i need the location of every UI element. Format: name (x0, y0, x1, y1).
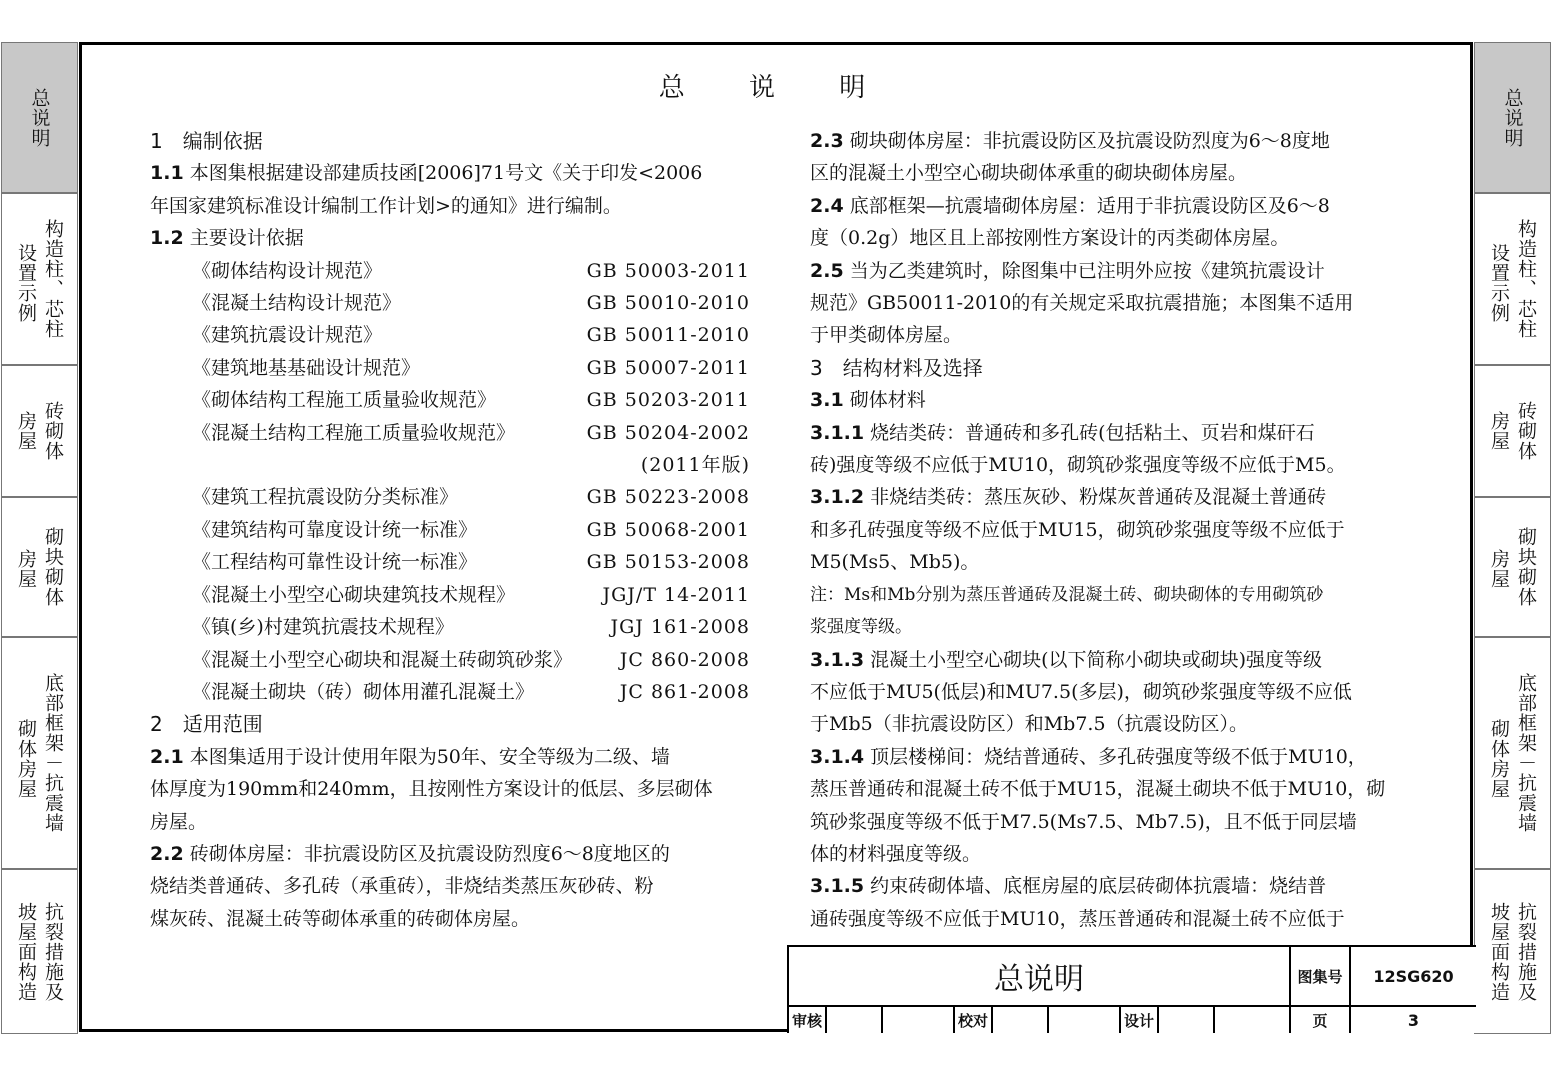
paragraph-line: 度（0.2g）地区且上部按刚性方案设计的丙类砌体房屋。 (810, 227, 1290, 250)
paragraph-line (150, 741, 750, 773)
clause-number: 3.1.1 (810, 421, 865, 444)
standard-code: GB 50003-2011 (586, 259, 750, 282)
tab-roof-left[interactable] (1, 869, 78, 1034)
tab-label: 抗裂措施及 (1515, 901, 1537, 1002)
tab-label: 坡屋面构造 (15, 901, 37, 1002)
design-name-cell (1213, 1005, 1289, 1033)
paragraph-line (150, 222, 750, 254)
paragraph-line (810, 125, 1402, 157)
tab-label: 砌块砌体 (42, 527, 64, 607)
note-line: 注：Ms和Mb分别为蒸压普通砖及混凝土砖、砌块砌体的专用砌筑砂 (810, 584, 1324, 605)
standard-code: (2011年版) (640, 454, 750, 477)
tab-frame-right[interactable] (1474, 637, 1551, 869)
standard-name: 《混凝土结构工程施工质量验收规范》 (192, 421, 516, 444)
review-sign-cell (825, 1005, 881, 1033)
paragraph-text: 本图集根据建设部建质技函[2006]71号文《关于印发<2006 (183, 162, 703, 185)
standard-name: 《砌体结构工程施工质量验收规范》 (192, 389, 497, 412)
paragraph-line: 烧结类普通砖、多孔砖（承重砖），非烧结类蒸压灰砂砖、粉 (150, 875, 654, 898)
standard-name: 《混凝土砌块（砖）砌体用灌孔混凝土》 (192, 680, 535, 703)
standard-row (150, 319, 750, 351)
tab-label: 房屋 (1488, 411, 1510, 451)
tab-label: 底部框架－抗震墙 (1515, 673, 1537, 833)
tab-label: 房屋 (15, 549, 37, 589)
standard-name: 《镇(乡)村建筑抗震技术规程》 (192, 616, 454, 639)
atlas-no-value: 12SG620 (1349, 945, 1476, 1005)
tab-general-left[interactable] (1, 42, 78, 193)
tab-label: 坡屋面构造 (1488, 901, 1510, 1002)
paragraph-text: 当为乙类建筑时，除图集中已注明外应按《建筑抗震设计 (843, 259, 1325, 282)
review-label: 审核 (787, 1005, 825, 1033)
right-column (810, 125, 1402, 935)
tab-label: 设置示例 (1488, 243, 1510, 323)
left-column (150, 125, 750, 935)
tab-label: 房屋 (15, 411, 37, 451)
tab-tiecol-right[interactable] (1474, 193, 1551, 365)
standard-row (150, 449, 750, 481)
tab-label: 设置示例 (15, 243, 37, 323)
paragraph-text: 砌块砌体房屋：非抗震设防区及抗震设防烈度为6～8度地 (843, 130, 1330, 152)
section-heading: 1 编制依据 (150, 129, 263, 153)
design-label: 设计 (1119, 1005, 1157, 1033)
standard-name: 《工程结构可靠性设计统一标准》 (192, 551, 478, 574)
paragraph-line: 通砖强度等级不应低于MU10，蒸压普通砖和混凝土砖不应低于 (810, 907, 1345, 930)
paragraph-line: 体厚度为190mm和240mm，且按刚性方案设计的低层、多层砌体 (150, 778, 713, 801)
clause-number: 3.1.3 (810, 648, 865, 671)
standard-code: GB 50007-2011 (586, 356, 750, 379)
standard-code: GB 50011-2010 (586, 324, 750, 347)
clause-number: 2.5 (810, 259, 844, 282)
check-sign-cell (991, 1005, 1047, 1033)
page-title: 总 说 明 (658, 73, 894, 103)
drawing-name: 总说明 (787, 945, 1289, 1005)
paragraph-text: 混凝土小型空心砌块(以下简称小砌块或砌块)强度等级 (864, 648, 1322, 671)
review-name-cell (881, 1005, 953, 1033)
clause-number: 3.1.2 (810, 486, 865, 509)
paragraph-text: 顶层楼梯间：烧结普通砖、多孔砖强度等级不低于MU10， (864, 745, 1367, 768)
tab-label: 砌块砌体 (1515, 527, 1537, 607)
tab-general-right[interactable] (1474, 42, 1551, 193)
tab-tiecol-left[interactable] (1, 193, 78, 365)
standard-name: 《建筑结构可靠度设计统一标准》 (192, 518, 478, 541)
paragraph-text: 砌体材料 (843, 389, 926, 412)
tab-label: 总说明 (1501, 87, 1524, 148)
paragraph-line: 不应低于MU5(低层)和MU7.5(多层)，砌筑砂浆强度等级不应低 (810, 680, 1352, 703)
standard-row (150, 579, 750, 611)
standard-code: JC 860-2008 (619, 648, 750, 671)
paragraph-line (810, 870, 1402, 902)
standard-row (150, 384, 750, 416)
clause-number: 3.1.4 (810, 745, 865, 768)
standard-row (150, 611, 750, 643)
paragraph-text: 约束砖砌体墙、底框房屋的底层砖砌体抗震墙：烧结普 (864, 875, 1327, 898)
paragraph-line: M5(Ms5、Mb5)。 (810, 551, 980, 574)
tab-label: 构造柱、芯柱 (1515, 219, 1537, 339)
tab-label: 构造柱、芯柱 (42, 219, 64, 339)
standard-code: JC 861-2008 (619, 680, 750, 703)
tab-label: 总说明 (28, 87, 51, 148)
standard-code: GB 50068-2001 (586, 518, 750, 541)
tab-block-right[interactable] (1474, 497, 1551, 637)
clause-number: 1.1 (150, 162, 184, 185)
paragraph-text: 砖砌体房屋：非抗震设防区及抗震设防烈度6～8度地区的 (183, 842, 670, 865)
paragraph-line: 蒸压普通砖和混凝土砖不低于MU15，混凝土砌块不低于MU10，砌 (810, 778, 1386, 801)
standard-row (150, 352, 750, 384)
clause-number: 2.2 (150, 842, 184, 865)
standard-name: 《建筑地基基础设计规范》 (192, 356, 421, 379)
design-sign-cell (1157, 1005, 1213, 1033)
paragraph-line: 规范》GB50011-2010的有关规定采取抗震措施；本图集不适用 (810, 292, 1354, 315)
tab-label: 砌体房屋 (15, 719, 37, 799)
paragraph-text: 主要设计依据 (183, 227, 304, 250)
standard-code: GB 50010-2010 (586, 292, 750, 315)
standard-code: GB 50153-2008 (586, 551, 750, 574)
tab-brick-right[interactable] (1474, 365, 1551, 497)
standard-name: 《建筑抗震设计规范》 (192, 324, 383, 347)
clause-number: 2.3 (810, 130, 844, 152)
paragraph-line (810, 417, 1402, 449)
standard-name: 《砌体结构设计规范》 (192, 259, 383, 282)
paragraph-line (810, 384, 1402, 416)
section-heading: 2 适用范围 (150, 712, 263, 737)
paragraph-line (810, 741, 1402, 773)
tab-label: 砖砌体 (1515, 401, 1537, 461)
paragraph-text: 底部框架—抗震墙砌体房屋：适用于非抗震设防区及6～8 (843, 194, 1330, 217)
standard-name: 《混凝土小型空心砌块和混凝土砖砌筑砂浆》 (192, 648, 573, 671)
paragraph-line (810, 481, 1402, 513)
paragraph-line (150, 838, 750, 870)
section-heading: 3 结构材料及选择 (810, 355, 983, 380)
standard-name: 《建筑工程抗震设防分类标准》 (192, 486, 459, 509)
tab-roof-right[interactable] (1474, 869, 1551, 1034)
standard-row (150, 546, 750, 578)
title-block (787, 945, 1476, 1033)
check-name-cell (1047, 1005, 1119, 1033)
standard-row (150, 417, 750, 449)
paragraph-line: 煤灰砖、混凝土砖等砌体承重的砖砌体房屋。 (150, 907, 531, 930)
standard-code: GB 50203-2011 (586, 389, 750, 412)
paragraph-line: 年国家建筑标准设计编制工作计划>的通知》进行编制。 (150, 194, 622, 217)
paragraph-line (810, 190, 1402, 222)
paragraph-line: 于Mb5（非抗震设防区）和Mb7.5（抗震设防区）。 (810, 713, 1249, 736)
standard-code: JGJ/T 14-2011 (602, 583, 750, 606)
clause-number: 1.2 (150, 227, 184, 250)
paragraph-line: 区的混凝土小型空心砌块砌体承重的砌块砌体房屋。 (810, 162, 1248, 185)
standards-list (150, 255, 750, 709)
paragraph-line: 砖)强度等级不应低于MU10，砌筑砂浆强度等级不应低于M5。 (810, 454, 1346, 477)
tab-label: 砖砌体 (42, 401, 64, 461)
clause-number: 2.1 (150, 745, 184, 768)
paragraph-line (810, 255, 1402, 287)
paragraph-text: 非烧结类砖：蒸压灰砂、粉煤灰普通砖及混凝土普通砖 (864, 486, 1327, 509)
paragraph-line: 和多孔砖强度等级不应低于MU15，砌筑砂浆强度等级不应低于 (810, 518, 1345, 541)
tab-frame-left[interactable] (1, 637, 78, 869)
atlas-no-label: 图集号 (1289, 945, 1349, 1005)
paragraph-line (150, 157, 750, 189)
note-line: 浆强度等级。 (810, 617, 912, 638)
tab-label: 抗裂措施及 (42, 901, 64, 1002)
standard-row (150, 644, 750, 676)
standard-row (150, 676, 750, 708)
paragraph-line: 房屋。 (150, 810, 208, 833)
standard-code: GB 50204-2002 (586, 421, 750, 444)
paragraph-line: 于甲类砌体房屋。 (810, 324, 963, 347)
standard-row (150, 255, 750, 287)
page-number: 3 (1349, 1005, 1476, 1033)
standard-name: 《混凝土小型空心砌块建筑技术规程》 (192, 583, 516, 606)
tab-block-left[interactable] (1, 497, 78, 637)
clause-number: 3.1.5 (810, 875, 865, 898)
tab-brick-left[interactable] (1, 365, 78, 497)
paragraph-line: 体的材料强度等级。 (810, 842, 982, 865)
standard-name: 《混凝土结构设计规范》 (192, 292, 402, 315)
standard-row (150, 514, 750, 546)
paragraph-line: 筑砂浆强度等级不低于M7.5(Ms7.5、Mb7.5)，且不低于同层墙 (810, 810, 1357, 833)
paragraph-text: 本图集适用于设计使用年限为50年、安全等级为二级、墙 (183, 745, 670, 768)
standard-row (150, 287, 750, 319)
standard-row (150, 481, 750, 513)
paragraph-line (810, 644, 1402, 676)
clause-number: 2.4 (810, 194, 844, 217)
page-label: 页 (1289, 1005, 1349, 1033)
tab-label: 底部框架－抗震墙 (42, 673, 64, 833)
standard-code: GB 50223-2008 (586, 486, 750, 509)
tab-label: 房屋 (1488, 549, 1510, 589)
right-side-tabs (1474, 42, 1551, 1034)
standard-code: JGJ 161-2008 (610, 616, 750, 639)
left-side-tabs (1, 42, 78, 1034)
check-label: 校对 (953, 1005, 991, 1033)
paragraph-text: 烧结类砖：普通砖和多孔砖(包括粘土、页岩和煤矸石 (864, 421, 1315, 444)
tab-label: 砌体房屋 (1488, 719, 1510, 799)
drawing-frame (79, 42, 1473, 1032)
clause-number: 3.1 (810, 389, 844, 412)
